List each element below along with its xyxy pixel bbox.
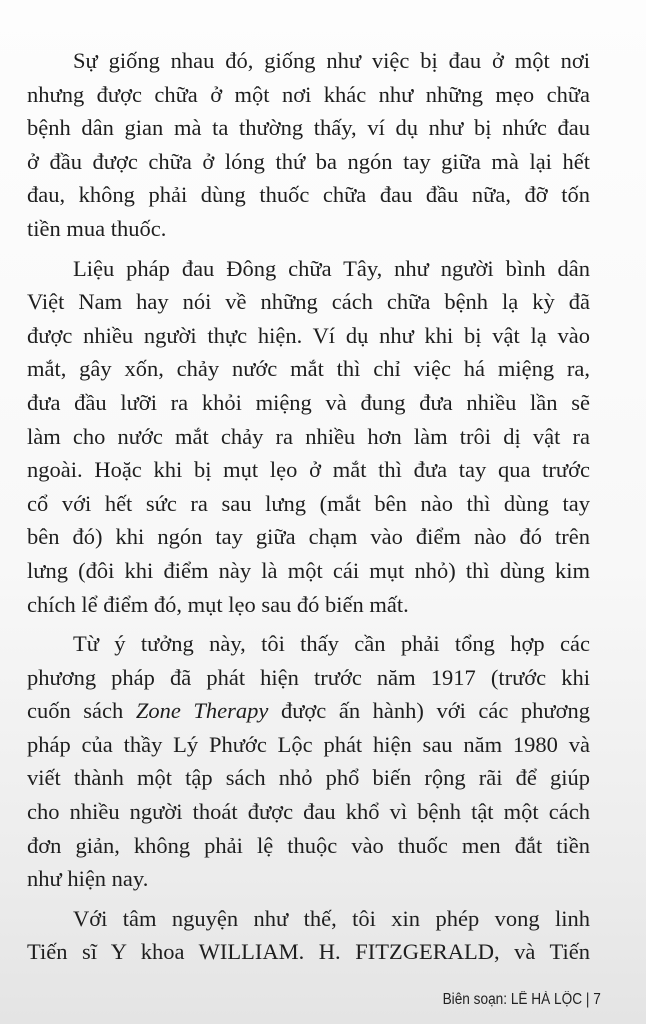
text-line (27, 145, 590, 179)
text-line (27, 627, 590, 661)
text-segment: bên đó) khi ngón tay giữa chạm vào điểm nào đó trên (27, 524, 590, 550)
text-line (27, 252, 590, 286)
text-line (27, 728, 590, 762)
text-line (27, 862, 590, 896)
text-line (27, 178, 590, 212)
text-segment: Tiến sĩ Y khoa WILLIAM. H. FITZGERALD, và Tiến (27, 939, 590, 965)
text-segment: mắt, gây xốn, chảy nước mắt thì chỉ việc há miệng ra, (27, 356, 590, 382)
text-line (27, 487, 590, 521)
text-segment: pháp của thầy Lý Phước Lộc phát hiện sau năm 1980 và (27, 731, 590, 757)
text-line (27, 319, 590, 353)
text-line (27, 902, 590, 936)
text-line (27, 588, 590, 622)
text-line (27, 111, 590, 145)
text-segment: Với tâm nguyện như thế, tôi xin phép vong linh (73, 905, 590, 931)
text-segment: được nhiều người thực hiện. Ví dụ như khi bị vật lạ vào (27, 322, 590, 348)
text-segment: bệnh dân gian mà ta thường thấy, ví dụ như bị nhức đau (27, 115, 590, 141)
text-segment: nhưng được chữa ở một nơi khác như những mẹo chữa (27, 81, 590, 107)
text-line (27, 212, 590, 246)
text-segment: ngoài. Hoặc khi bị mụt lẹo ở mắt thì đưa tay qua trước (27, 457, 590, 483)
text-segment: đưa đầu lưỡi ra khỏi miệng và đung đưa nhiều lần sẽ (27, 389, 590, 415)
text-segment: đơn giản, không phải lệ thuộc vào thuốc men đắt tiền (27, 832, 590, 858)
text-line (27, 44, 590, 78)
text-line (27, 285, 590, 319)
text-line (27, 386, 590, 420)
paragraph (27, 252, 590, 622)
text-line (27, 520, 590, 554)
paragraph (27, 627, 590, 896)
text-line (27, 795, 590, 829)
text-line (27, 554, 590, 588)
text-segment: lưng (đôi khi điểm này là một cái mụt nhỏ) thì dùng kim (27, 557, 590, 583)
text-segment: Sự giống nhau đó, giống như việc bị đau ở một nơi (73, 48, 590, 73)
text-segment: Từ ý tưởng này, tôi thấy cần phải tổng hợp các (73, 631, 590, 657)
text-segment: phương pháp đã phát hiện trước năm 1917 (trước khi (27, 664, 590, 690)
text-line (27, 761, 590, 795)
paragraph (27, 44, 590, 246)
text-line (27, 694, 590, 728)
text-segment: chích lể điểm đó, mụt lẹo sau đó biến mất. (27, 591, 409, 617)
book-title-italic: Zone Therapy (135, 698, 269, 724)
text-segment: cho nhiều người thoát được đau khổ vì bệnh tật một cách (27, 799, 590, 825)
text-segment: như hiện nay. (27, 866, 149, 892)
text-line (27, 78, 590, 112)
page-footer: Biên soạn: LÊ HÀ LỘC | 7 (442, 991, 601, 1008)
text-segment: viết thành một tập sách nhỏ phổ biến rộng rãi để giúp (27, 765, 590, 791)
text-segment: được ấn hành) với các phương (268, 698, 591, 724)
text-line (27, 420, 590, 454)
text-segment: ở đầu được chữa ở lóng thứ ba ngón tay giữa mà lại hết (27, 148, 590, 174)
text-segment: tiền mua thuốc. (27, 215, 167, 241)
text-line (27, 829, 590, 863)
text-line (27, 352, 590, 386)
paragraph (27, 902, 590, 969)
text-line (27, 935, 590, 969)
text-segment: đau, không phải dùng thuốc chữa đau đầu nữa, đỡ tốn (27, 182, 590, 208)
text-segment: Việt Nam hay nói về những cách chữa bệnh lạ kỳ đã (27, 289, 590, 315)
text-segment: cuốn sách (27, 698, 136, 724)
page-body (27, 44, 590, 975)
text-segment: làm cho nước mắt chảy ra nhiều hơn làm trôi dị vật ra (27, 423, 590, 449)
text-segment: Liệu pháp đau Đông chữa Tây, như người bình dân (73, 255, 590, 281)
text-line (27, 661, 590, 695)
text-segment: cổ với hết sức ra sau lưng (mắt bên nào thì dùng tay (27, 490, 590, 516)
text-line (27, 453, 590, 487)
